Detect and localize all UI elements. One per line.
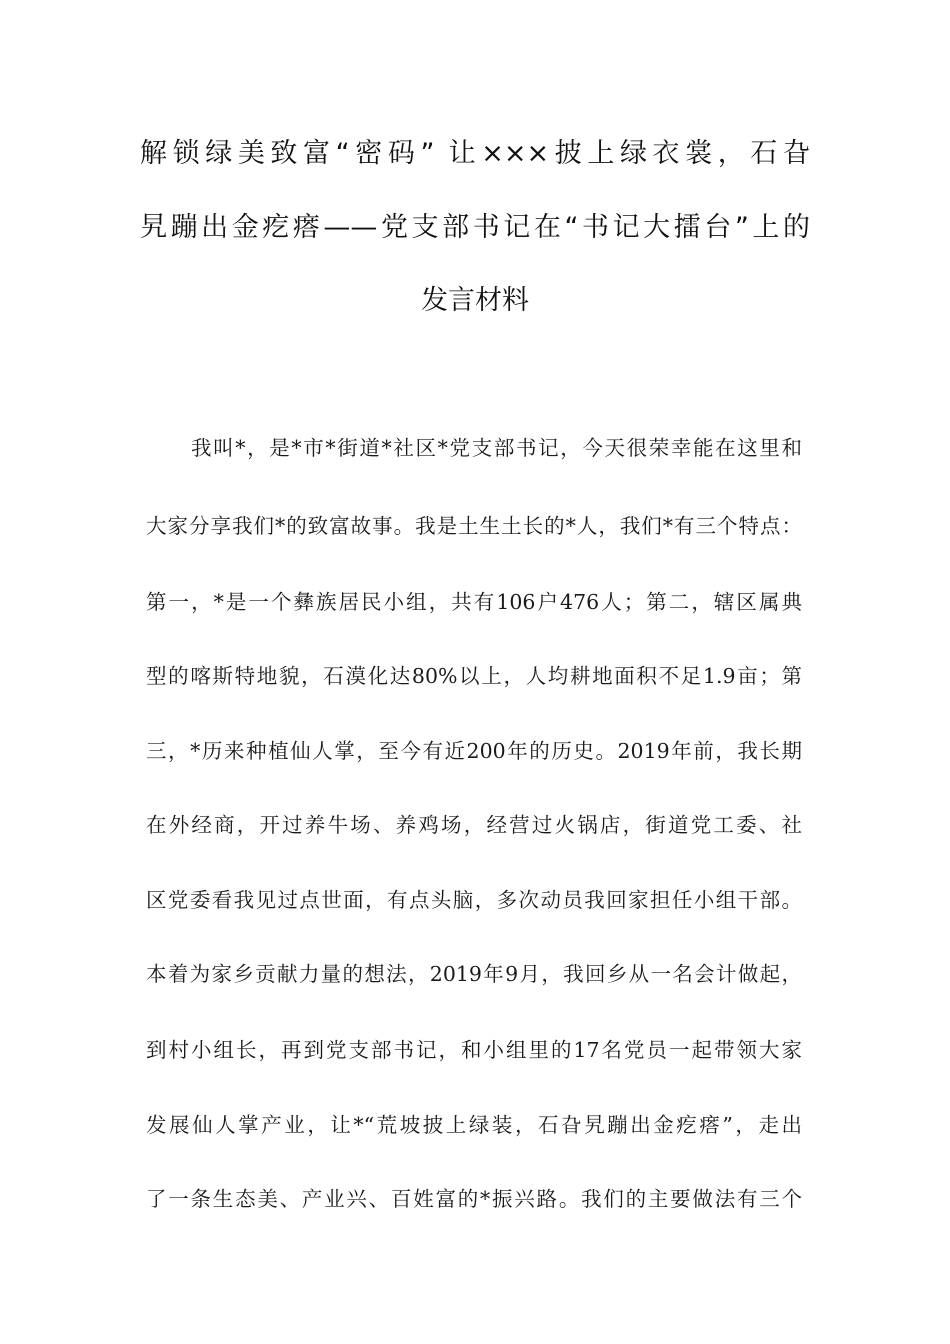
body-line-8: 本着为家乡贡献力量的想法，2019年9月，我回乡从一名会计做起， bbox=[146, 962, 802, 986]
title-line-1: 解锁绿美致富“密码” 让×××披上绿衣裳，石旮 bbox=[140, 138, 810, 169]
body-line-10: 发展仙人掌产业，让*“荒坡披上绿装，石旮旯蹦出金疙瘩”，走出 bbox=[146, 1113, 802, 1137]
body-line-6: 在外经商，开过养牛场、养鸡场，经营过火锅店，街道党工委、社 bbox=[146, 813, 802, 837]
body-line-7: 区党委看我见过点世面，有点头脑，多次动员我回家担任小组干部。 bbox=[146, 888, 802, 912]
body-line-5: 三，*历来种植仙人掌，至今有近200年的历史。2019年前，我长期 bbox=[146, 739, 802, 763]
body-line-2: 大家分享我们*的致富故事。我是土生土长的*人，我们*有三个特点： bbox=[146, 514, 802, 538]
body-line-3: 第一，*是一个彝族居民小组，共有106户476人；第二，辖区属典 bbox=[146, 590, 802, 614]
body-line-11: 了一条生态美、产业兴、百姓富的*振兴路。我们的主要做法有三个 bbox=[146, 1187, 802, 1211]
body-line-9: 到村小组长，再到党支部书记，和小组里的17名党员一起带领大家 bbox=[146, 1038, 802, 1062]
title-line-3: 发言材料 bbox=[421, 285, 529, 316]
title-line-2: 旯蹦出金疙瘩——党支部书记在“书记大擂台”上的 bbox=[140, 212, 810, 243]
body-line-4: 型的喀斯特地貌，石漠化达80%以上，人均耕地面积不足1.9亩；第 bbox=[146, 664, 802, 688]
body-line-1: 我叫*，是*市*街道*社区*党支部书记，今天很荣幸能在这里和 bbox=[191, 436, 802, 460]
